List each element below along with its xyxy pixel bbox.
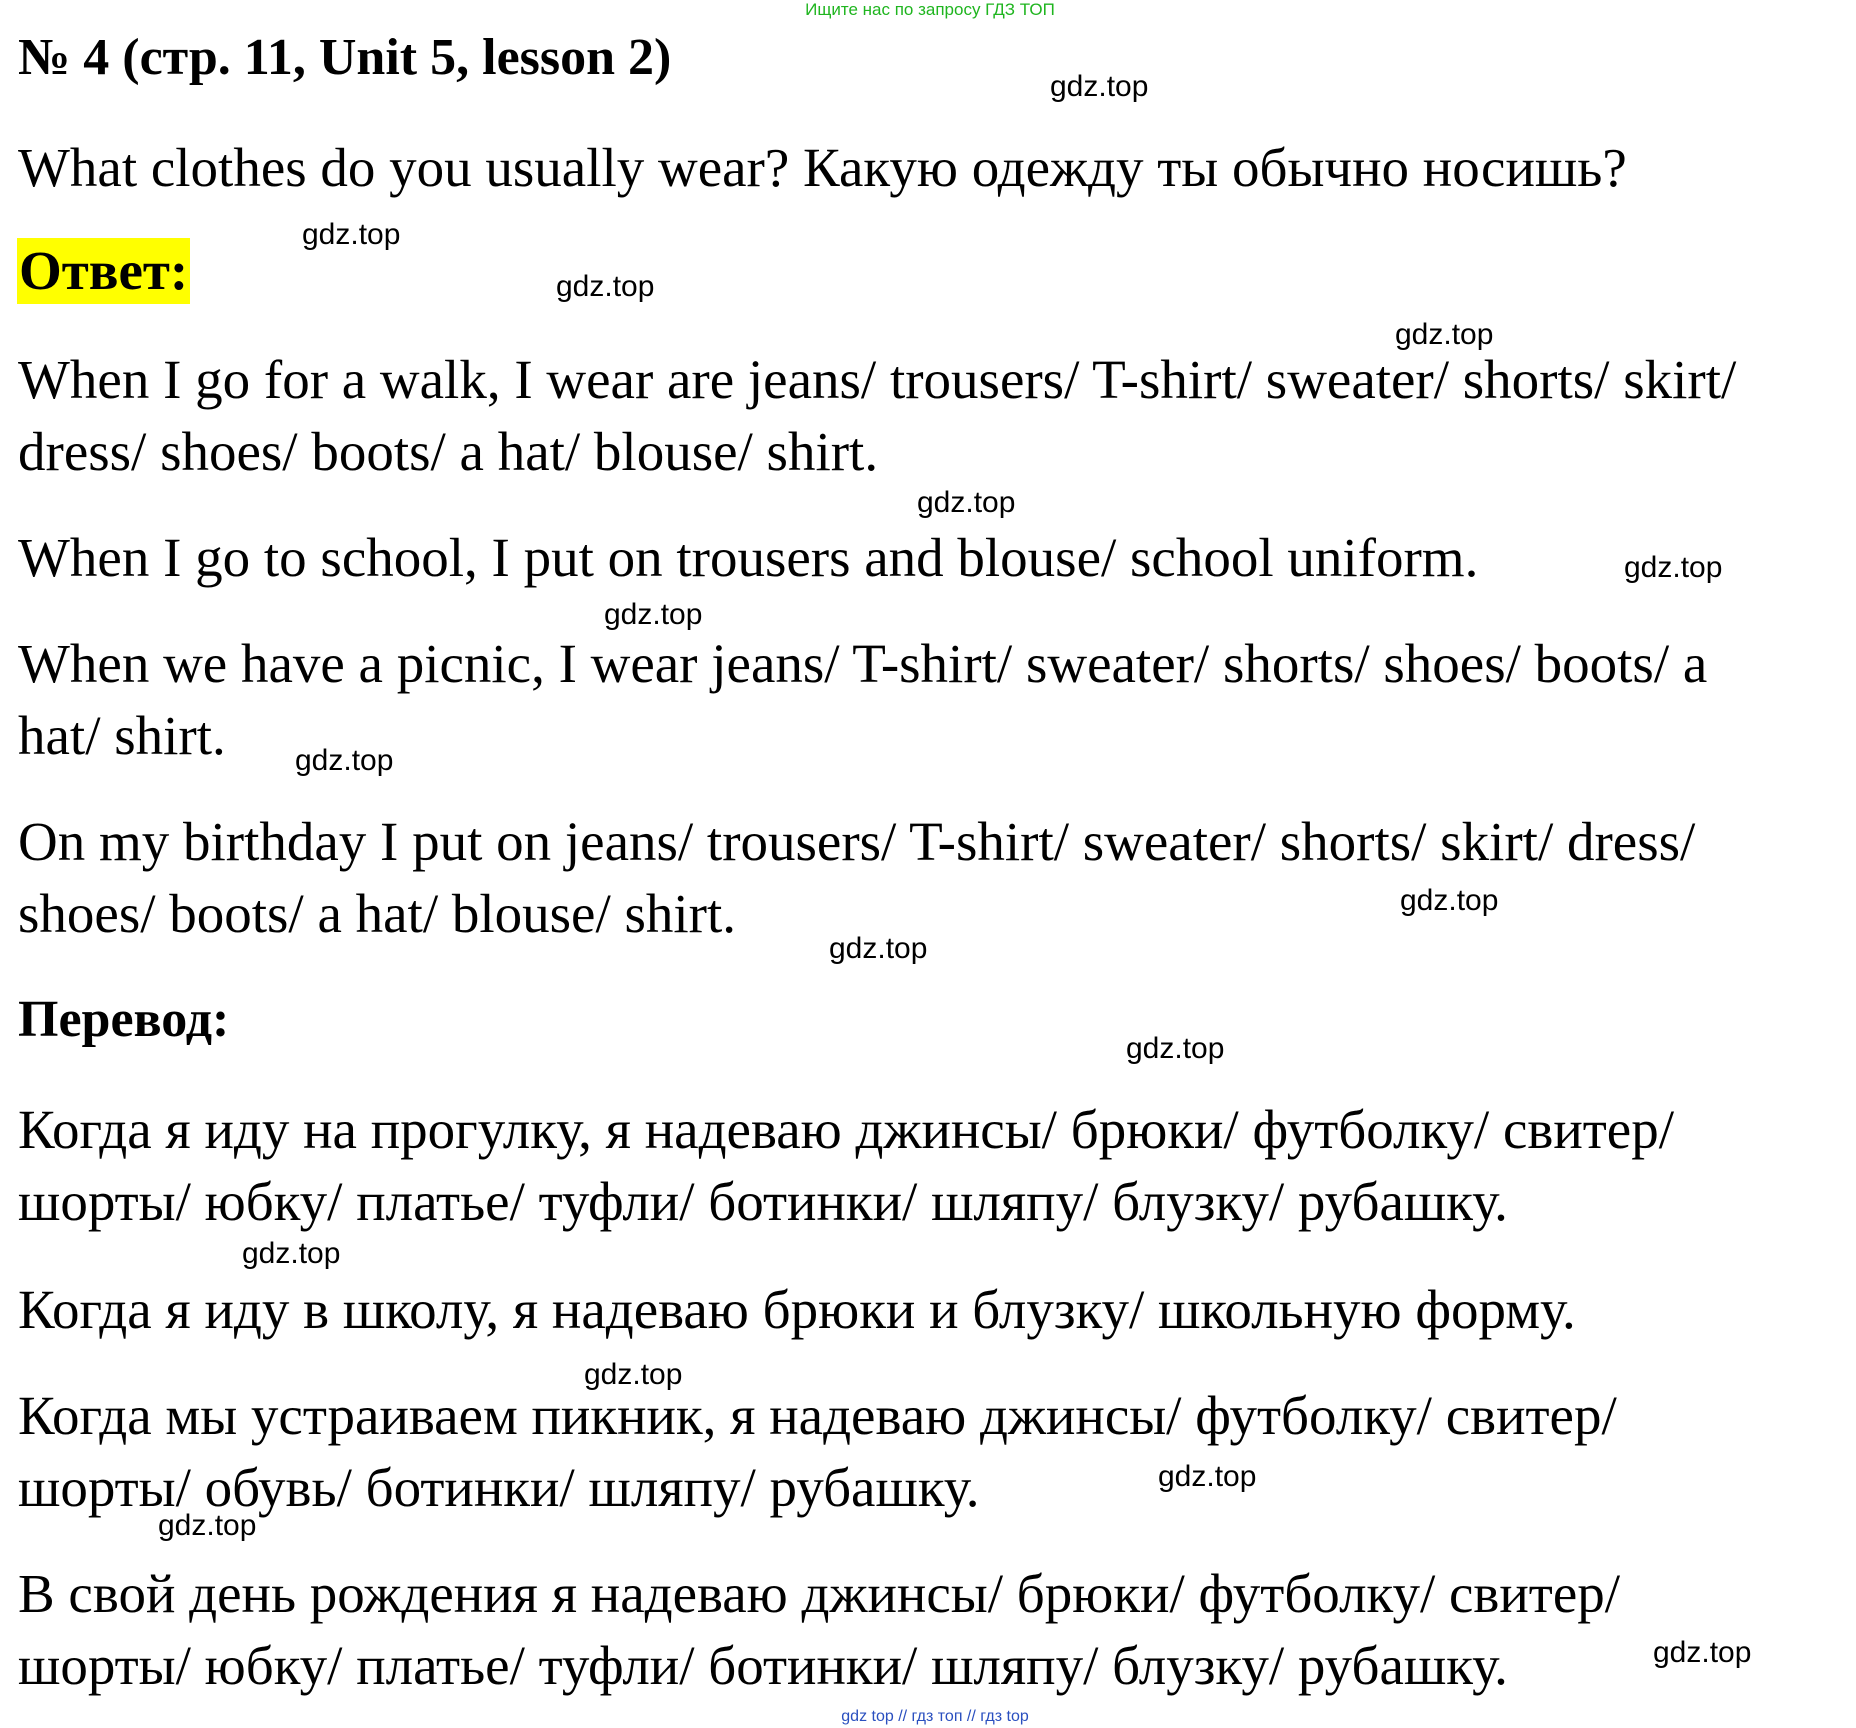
watermark: gdz.top: [584, 1358, 683, 1391]
watermark: gdz.top: [302, 218, 401, 251]
page-title: № 4 (стр. 11, Unit 5, lesson 2): [18, 29, 672, 86]
answer-line: When I go for a walk, I wear are jeans/ trousers/ T-shirt/ sweater/ shorts/ skirt/: [18, 349, 1737, 410]
watermark: gdz.top: [917, 486, 1016, 519]
translation-line: Когда мы устраиваем пикник, я надеваю джинсы/ футболку/ свитер/: [18, 1385, 1617, 1446]
watermark: gdz.top: [604, 598, 703, 631]
answer-line: dress/ shoes/ boots/ a hat/ blouse/ shirt.: [18, 421, 879, 482]
watermark: gdz.top: [242, 1237, 341, 1270]
translation-line: шорты/ юбку/ платье/ туфли/ ботинки/ шляпу/ блузку/ рубашку.: [18, 1635, 1508, 1696]
watermark: gdz.top: [158, 1509, 257, 1542]
answer-line: shoes/ boots/ a hat/ blouse/ shirt.: [18, 883, 737, 944]
watermark: gdz.top: [1653, 1636, 1752, 1669]
answer-line: On my birthday I put on jeans/ trousers/ T-shirt/ sweater/ shorts/ skirt/ dress/: [18, 811, 1696, 872]
watermark: gdz.top: [1400, 884, 1499, 917]
watermark: gdz.top: [829, 932, 928, 965]
top-search-link[interactable]: Ищите нас по запросу ГДЗ ТОП: [805, 0, 1055, 19]
translation-heading: Перевод:: [18, 991, 230, 1048]
answer-line: When we have a picnic, I wear jeans/ T-shirt/ sweater/ shorts/ shoes/ boots/ a: [18, 633, 1708, 694]
translation-line: В свой день рождения я надеваю джинсы/ брюки/ футболку/ свитер/: [18, 1563, 1621, 1624]
watermark: gdz.top: [1050, 70, 1149, 103]
translation-line: Когда я иду в школу, я надеваю брюки и блузку/ школьную форму.: [18, 1279, 1576, 1340]
translation-line: Когда я иду на прогулку, я надеваю джинсы/ брюки/ футболку/ свитер/: [18, 1099, 1674, 1160]
translation-line: шорты/ юбку/ платье/ туфли/ ботинки/ шляпу/ блузку/ рубашку.: [18, 1171, 1508, 1232]
answer-line: When I go to school, I put on trousers and blouse/ school uniform.: [18, 527, 1479, 588]
watermark: gdz.top: [1624, 551, 1723, 584]
question-text: What clothes do you usually wear? Какую одежду ты обычно носишь?: [18, 137, 1627, 198]
watermark: gdz.top: [1158, 1460, 1257, 1493]
watermark: gdz.top: [295, 744, 394, 777]
answer-label: Ответ:: [17, 238, 190, 304]
footer-links[interactable]: gdz top // гдз топ // гдз top: [841, 1708, 1029, 1725]
watermark: gdz.top: [1126, 1032, 1225, 1065]
watermark: gdz.top: [556, 270, 655, 303]
translation-line: шорты/ обувь/ ботинки/ шляпу/ рубашку.: [18, 1457, 980, 1518]
answer-line: hat/ shirt.: [18, 705, 226, 766]
watermark: gdz.top: [1395, 318, 1494, 351]
